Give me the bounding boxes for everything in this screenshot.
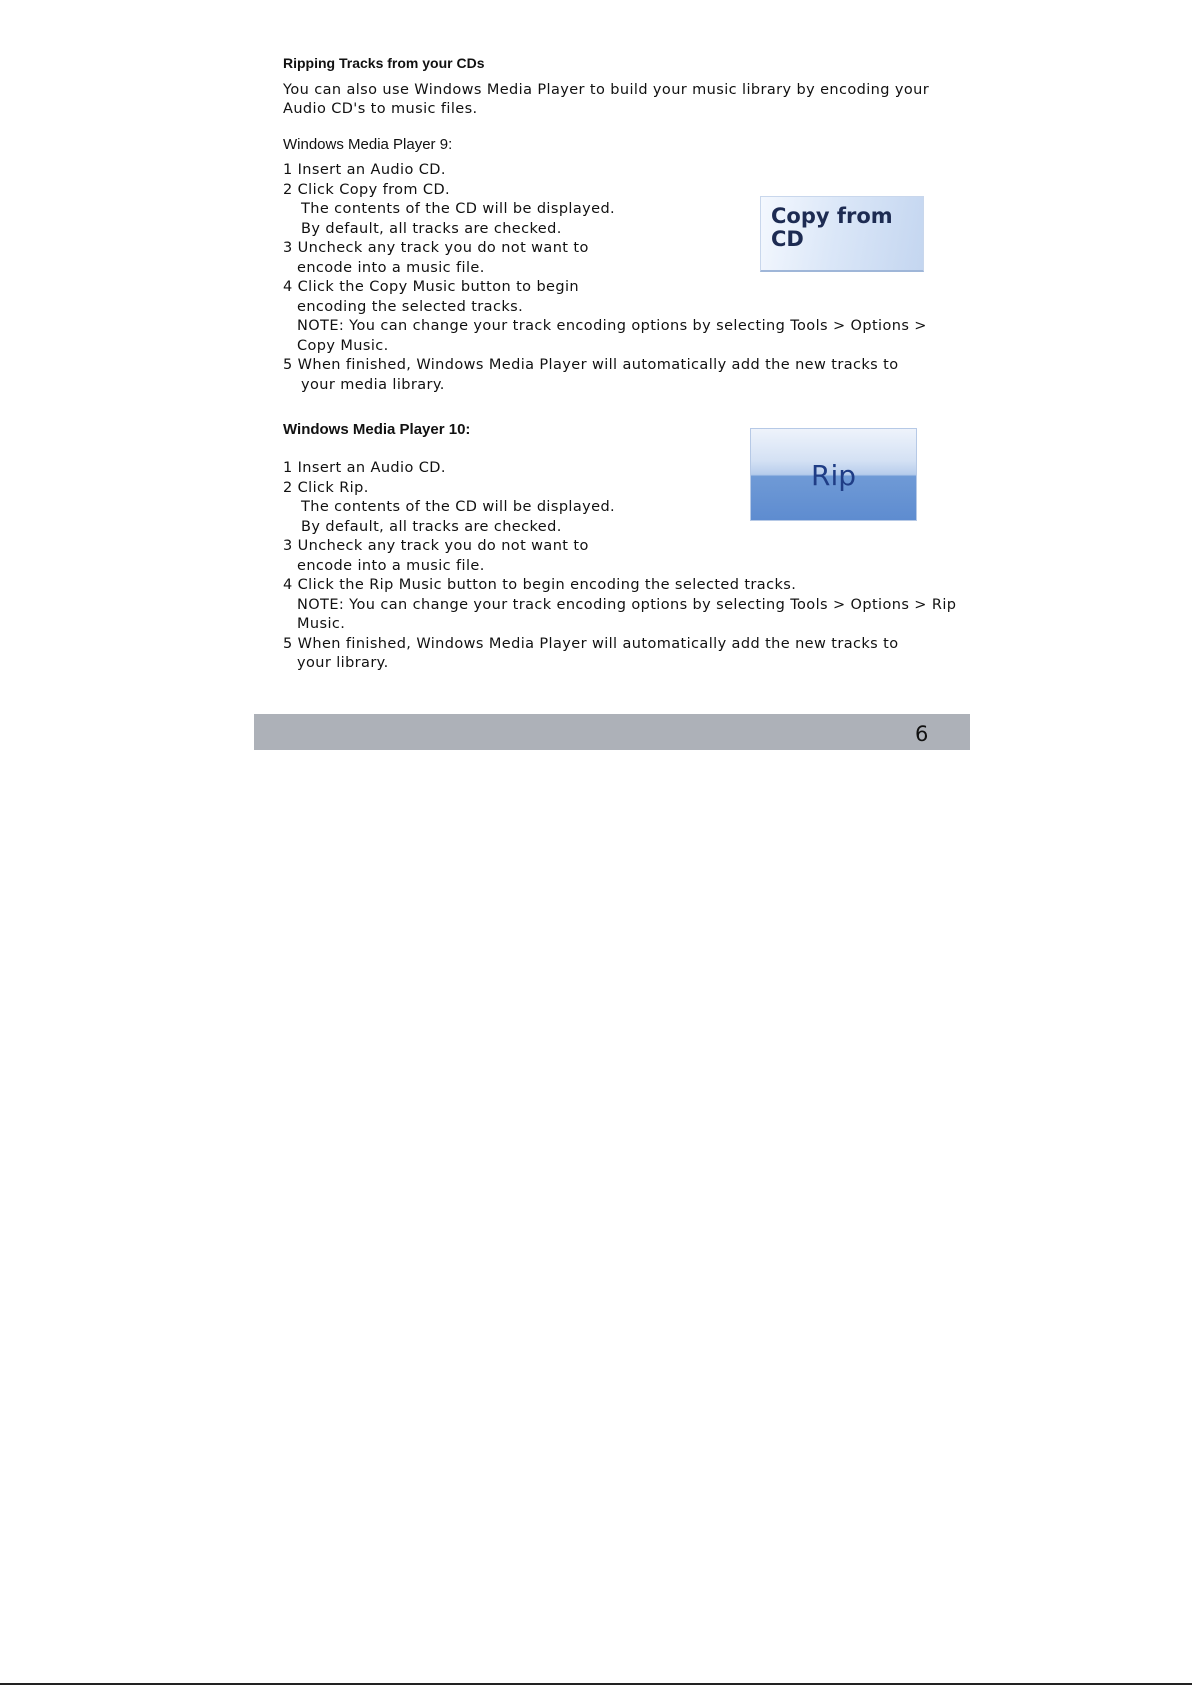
wmp10-step-line: Music. bbox=[297, 616, 346, 632]
wmp9-step-line: By default, all tracks are checked. bbox=[301, 220, 562, 237]
wmp9-step-line: 2 Click Copy from CD. bbox=[283, 181, 451, 198]
wmp9-step-line: your media library. bbox=[301, 376, 445, 393]
wmp9-step-line: The contents of the CD will be displayed. bbox=[301, 201, 616, 217]
wmp9-step-line: 1 Insert an Audio CD. bbox=[283, 162, 446, 178]
wmp10-step-line: 3 Uncheck any track you do not want to bbox=[283, 538, 589, 554]
wmp9-step-line: encoding the selected tracks. bbox=[297, 298, 524, 315]
rip-button-image bbox=[750, 428, 917, 521]
wmp9-step-line: 4 Click the Copy Music button to begin bbox=[283, 279, 580, 295]
wmp9-step-line: 5 When finished, Windows Media Player will automatically add the new tracks to bbox=[283, 357, 899, 373]
copy-from-cd-button-image bbox=[760, 196, 924, 272]
wmp10-step-line: your library. bbox=[297, 655, 389, 671]
wmp10-step-line: 5 When finished, Windows Media Player will automatically add the new tracks to bbox=[283, 635, 899, 652]
wmp10-heading: Windows Media Player 10: bbox=[283, 421, 471, 438]
wmp10-step-line: NOTE: You can change your track encoding options by selecting Tools > Options > Rip bbox=[297, 596, 957, 613]
copy-from-cd-label: Copy from CD bbox=[771, 204, 893, 251]
section-title: Ripping Tracks from your CDs bbox=[283, 55, 485, 71]
page-number: 6 bbox=[915, 722, 929, 746]
wmp9-heading: Windows Media Player 9: bbox=[283, 136, 453, 153]
intro-line-1: You can also use Windows Media Player to build your music library by encoding your bbox=[283, 82, 930, 98]
wmp9-step-line: encode into a music file. bbox=[297, 259, 485, 276]
wmp10-step-line: The contents of the CD will be displayed. bbox=[301, 499, 616, 515]
wmp10-step-line: 2 Click Rip. bbox=[283, 479, 369, 496]
intro-line-2: Audio CD's to music files. bbox=[283, 101, 478, 117]
wmp9-step-line: NOTE: You can change your track encoding options by selecting Tools > Options > bbox=[297, 318, 927, 334]
wmp10-step-line: By default, all tracks are checked. bbox=[301, 518, 562, 535]
wmp10-step-line: 4 Click the Rip Music button to begin encoding the selected tracks. bbox=[283, 577, 797, 593]
rip-label: Rip bbox=[810, 459, 856, 492]
wmp10-step-line: encode into a music file. bbox=[297, 557, 485, 574]
wmp9-step-line: 3 Uncheck any track you do not want to bbox=[283, 240, 589, 256]
wmp10-step-line: 1 Insert an Audio CD. bbox=[283, 460, 446, 476]
wmp9-step-line: Copy Music. bbox=[297, 337, 389, 354]
footer-bar bbox=[254, 714, 970, 750]
